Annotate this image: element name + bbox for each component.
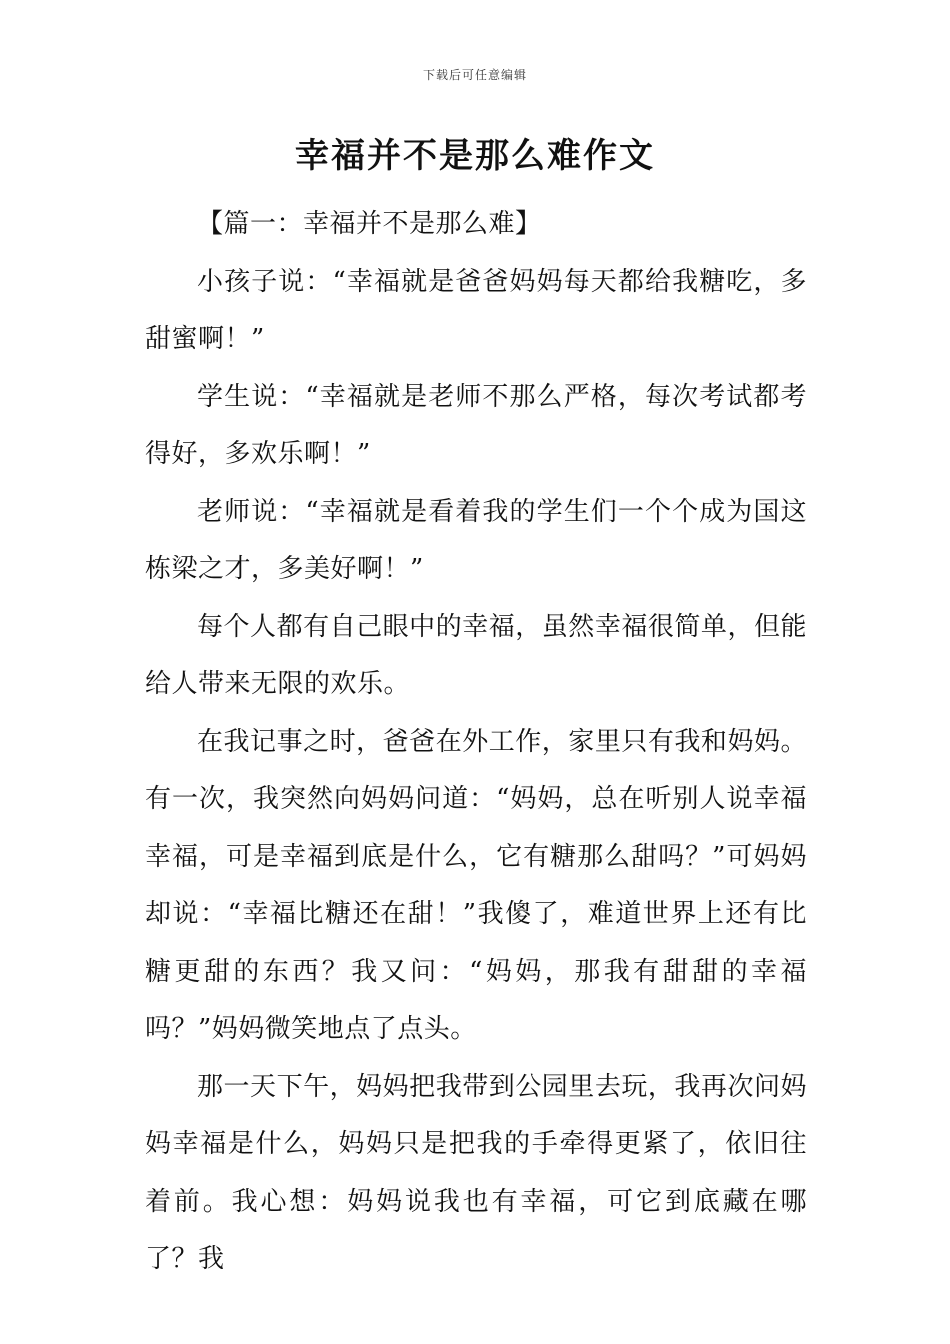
paragraph: 在我记事之时，爸爸在外工作，家里只有我和妈妈。有一次，我突然向妈妈问道：“妈妈，总在听别人说幸福幸福，可是幸福到底是什么，它有糖那么甜吗？”可妈妈却说：“幸福比糖还在甜！”我傻了，难道世界上还有比糖更甜的东西？我又问：“妈妈，那我有甜甜的幸福吗？”妈妈微笑地点了点头。 bbox=[145, 726, 807, 1044]
paragraph: 老师说：“幸福就是看着我的学生们一个个成为国这栋梁之才，多美好啊！” bbox=[145, 496, 807, 584]
paragraph: 学生说：“幸福就是老师不那么严格，每次考试都考得好，多欢乐啊！” bbox=[145, 381, 807, 469]
paragraph: 小孩子说：“幸福就是爸爸妈妈每天都给我糖吃，多甜蜜啊！” bbox=[145, 266, 807, 354]
section-heading: 【篇一：幸福并不是那么难】 bbox=[197, 209, 542, 239]
page-header-note: 下载后可任意编辑 bbox=[422, 68, 527, 82]
paragraph: 每个人都有自己眼中的幸福，虽然幸福很简单，但能给人带来无限的欢乐。 bbox=[145, 611, 807, 699]
document-body bbox=[145, 196, 807, 1289]
document-title: 幸福并不是那么难作文 bbox=[295, 136, 655, 176]
paragraph: 那一天下午，妈妈把我带到公园里去玩，我再次问妈妈幸福是什么，妈妈只是把我的手牵得更紧了，依旧往着前。我心想：妈妈说我也有幸福，可它到底藏在哪了？我 bbox=[145, 1071, 807, 1274]
